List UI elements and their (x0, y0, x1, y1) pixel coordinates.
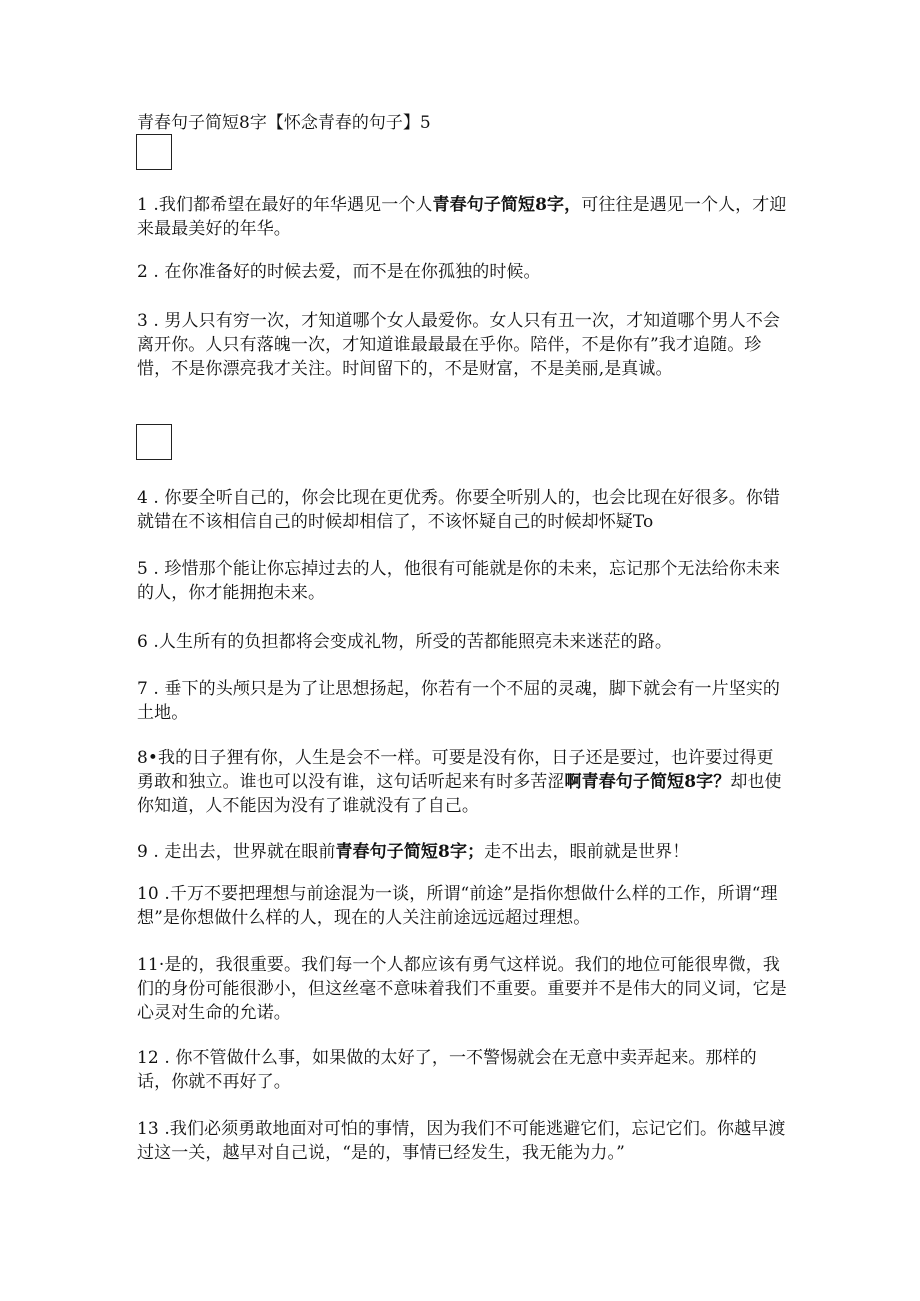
paragraph-12: 12 . 你不管做什么事，如果做的太好了，一不警惕就会在无意中卖弄起来。那样的话，你就不再好了。 (137, 1048, 757, 1092)
checkbox-icon-2[interactable] (136, 424, 172, 460)
paragraph-7: 7 . 垂下的头颅只是为了让思想扬起，你若有一个不屈的灵魂，脚下就会有一片坚实的土地。 (137, 679, 781, 723)
document-title: 青春句子简短8字【怀念青春的句子】5 (137, 113, 431, 133)
paragraph-3: 3 . 男人只有穷一次，才知道哪个女人最爱你。女人只有丑一次，才知道哪个男人不会离开你。人只有落魄一次，才知道谁最最最在乎你。陪伴，不是你有”我才追随。珍惜，不是你漂亮我才关注。时间留下的，不是财富，不是美丽,是真诚。 (137, 311, 781, 379)
paragraph-1 (137, 193, 787, 241)
checkbox-icon[interactable] (136, 134, 172, 170)
paragraph-13: 13 .我们必须勇敢地面对可怕的事情，因为我们不可能逃避它们，忘记它们。你越早渡过这一关，越早对自己说，“是的，事情已经发生，我无能为力。” (137, 1119, 786, 1163)
paragraph-6: 6 .人生所有的负担都将会变成礼物，所受的苦都能照亮未来迷茫的路。 (137, 632, 672, 652)
paragraph-8-text-b: 却也使你知道，人不能因为没有了谁就没有了自己。 (137, 772, 782, 816)
paragraph-5: 5 . 珍惜那个能让你忘掉过去的人，他很有可能就是你的未来，忘记那个无法给你未来的人，你才能拥抱未来。 (137, 559, 781, 603)
paragraph-9-bold-keyword: 青春句子简短8字； (335, 842, 485, 862)
paragraph-2: 2 . 在你准备好的时候去爱，而不是在你孤独的时候。 (137, 262, 541, 282)
paragraph-8-text-a: 8•我的日子狸有你，人生是会不一样。可要是没有你，日子还是要过，也许要过得更勇敢和独立。谁也可以没有谁，这句话听起来有时多苦涩 (137, 748, 774, 792)
paragraph-9 (137, 840, 787, 864)
paragraph-1-text-a: 1 .我们都希望在最好的年华遇见一个人 (137, 195, 433, 215)
paragraph-1-text-b: 可往往是遇见一个人，才迎来最最美好的年华。 (137, 195, 787, 239)
paragraph-11: 11·是的，我很重要。我们每一个人都应该有勇气这样说。我们的地位可能很卑微，我们的身份可能很渺小，但这丝毫不意味着我们不重要。重要并不是伟大的同义词，它是心灵对生命的允诺。 (137, 955, 787, 1023)
paragraph-10: 10 .千万不要把理想与前途混为一谈，所谓“前途”是指你想做什么样的工作，所谓“理想”是你想做什么样的人，现在的人关注前途远远超过理想。 (137, 884, 778, 928)
paragraph-1-bold-keyword: 青春句子简短8字， (432, 195, 582, 215)
paragraph-4: 4 . 你要全听自己的，你会比现在更优秀。你要全听别人的，也会比现在好很多。你错就错在不该相信自己的时候却相信了，不该怀疑自己的时候却怀疑To (137, 488, 781, 532)
paragraph-9-text-a: 9 . 走出去，世界就在眼前 (137, 842, 336, 862)
paragraph-8 (137, 746, 787, 818)
paragraph-8-bold-keyword: 啊青春句子简短8字？ (564, 772, 731, 792)
paragraph-9-text-b: 走不出去，眼前就是世界！ (484, 842, 690, 862)
